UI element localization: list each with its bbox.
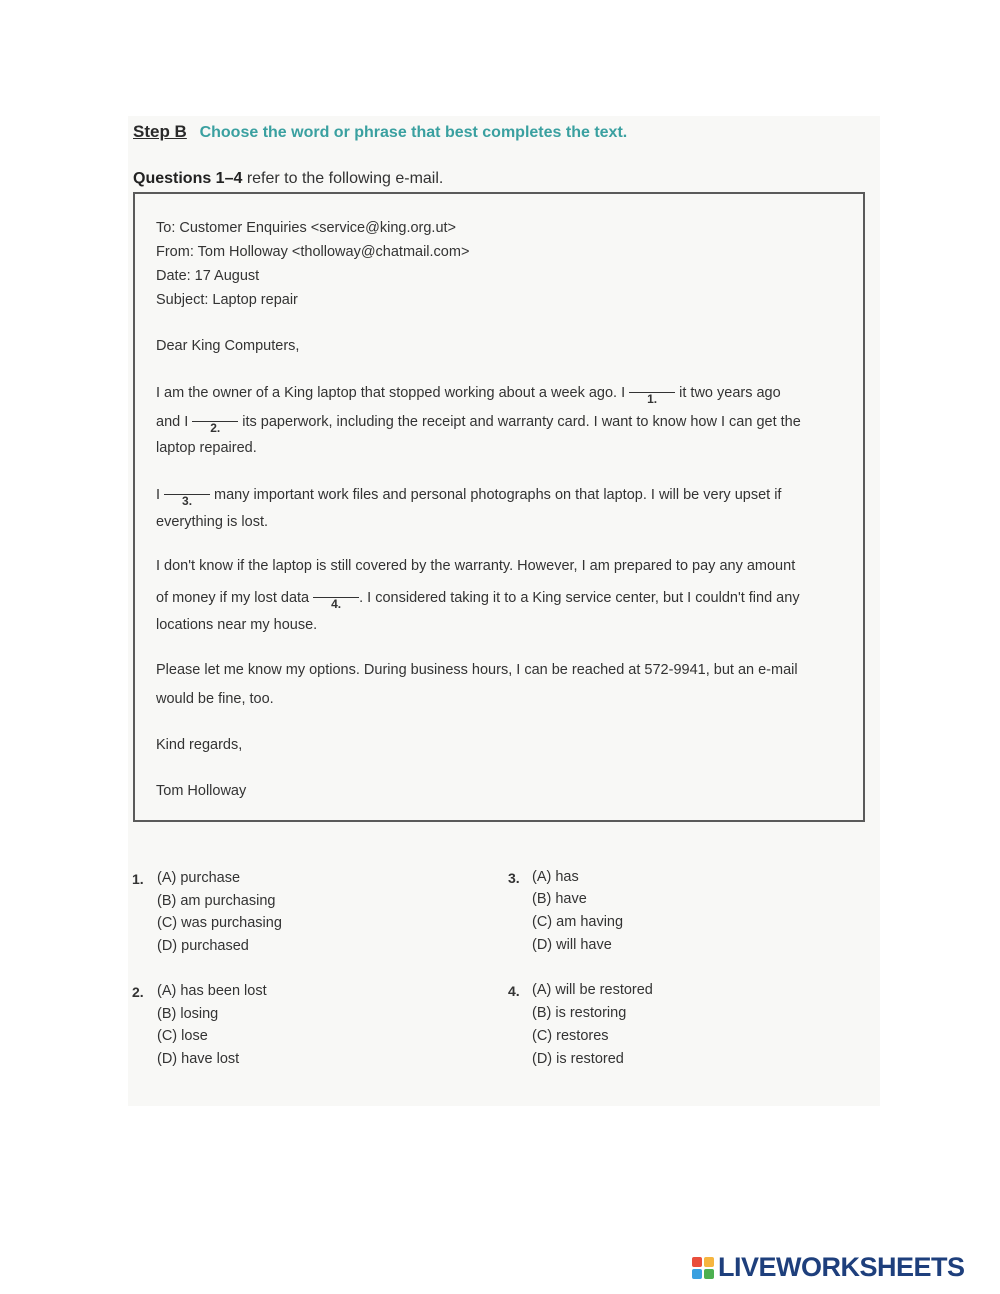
- text-segment: I am the owner of a King laptop that stopped working about a week ago. I: [156, 385, 626, 401]
- question-4-option-d[interactable]: (D) is restored: [532, 1051, 624, 1067]
- question-2-option-b[interactable]: (B) losing: [157, 1006, 219, 1022]
- question-2-number: 2.: [132, 984, 144, 1000]
- blank-number: 3.: [182, 494, 193, 508]
- question-1-option-a[interactable]: (A) purchase: [157, 870, 241, 886]
- question-4-number: 4.: [508, 983, 520, 999]
- question-4-option-b[interactable]: (B) is restoring: [532, 1005, 627, 1021]
- blank-number: 2.: [210, 421, 221, 435]
- email-paragraph-3-line-1: I don't know if the laptop is still covered by the warranty. However, I am prepared to pay any amount: [156, 558, 796, 574]
- question-3-option-c[interactable]: (C) am having: [532, 914, 624, 930]
- text-segment: it two years ago: [679, 385, 781, 401]
- text-segment: its paperwork, including the receipt and warranty card. I want to know how I can get the: [242, 414, 801, 430]
- step-heading: [133, 122, 627, 142]
- email-paragraph-1-line-1: [156, 382, 781, 406]
- logo-square-icon: [692, 1269, 702, 1279]
- step-instruction: Choose the word or phrase that best completes the text.: [199, 124, 628, 141]
- question-3-option-b[interactable]: (B) have: [532, 891, 587, 907]
- blank-2[interactable]: [192, 411, 238, 435]
- text-segment: of money if my lost data: [156, 590, 310, 606]
- email-closing: Kind regards,: [156, 737, 243, 753]
- text-segment: and I: [156, 414, 189, 430]
- step-label: Step B: [133, 122, 187, 141]
- email-signature: Tom Holloway: [156, 783, 247, 799]
- email-greeting: Dear King Computers,: [156, 338, 300, 354]
- question-1-number: 1.: [132, 871, 144, 887]
- email-box: [133, 192, 865, 822]
- logo-square-icon: [692, 1257, 702, 1267]
- email-to: To: Customer Enquiries <service@king.org.ut>: [156, 220, 457, 236]
- email-paragraph-4-line-2: would be fine, too.: [156, 691, 274, 707]
- questions-range: Questions 1–4: [133, 170, 243, 187]
- question-4-option-c[interactable]: (C) restores: [532, 1028, 609, 1044]
- question-1-option-c[interactable]: (C) was purchasing: [157, 915, 282, 931]
- liveworksheets-logo: [692, 1252, 965, 1283]
- email-paragraph-4-line-1: Please let me know my options. During business hours, I can be reached at 572-9941, but an e-mail: [156, 662, 798, 678]
- question-2-option-a[interactable]: (A) has been lost: [157, 983, 267, 999]
- logo-square-icon: [704, 1257, 714, 1267]
- email-subject: Subject: Laptop repair: [156, 292, 298, 308]
- question-1-option-d[interactable]: (D) purchased: [157, 938, 249, 954]
- logo-text: LIVEWORKSHEETS: [718, 1252, 965, 1282]
- text-segment: I: [156, 487, 161, 503]
- email-paragraph-2-line-1: [156, 484, 782, 508]
- questions-reference: [133, 170, 443, 188]
- email-paragraph-3-line-3: locations near my house.: [156, 617, 318, 633]
- blank-number: 4.: [331, 597, 342, 611]
- question-3-number: 3.: [508, 870, 520, 886]
- question-2-option-c[interactable]: (C) lose: [157, 1028, 208, 1044]
- email-date: Date: 17 August: [156, 268, 260, 284]
- email-paragraph-1-line-3: laptop repaired.: [156, 440, 257, 456]
- questions-note: refer to the following e-mail.: [246, 170, 444, 187]
- logo-square-icon: [704, 1269, 714, 1279]
- blank-1[interactable]: [629, 382, 675, 406]
- blank-3[interactable]: [164, 484, 210, 508]
- logo-grid-icon: [692, 1257, 714, 1279]
- question-3-option-d[interactable]: (D) will have: [532, 937, 612, 953]
- email-paragraph-2-line-2: everything is lost.: [156, 514, 269, 530]
- blank-number: 1.: [647, 392, 658, 406]
- question-4-option-a[interactable]: (A) will be restored: [532, 982, 653, 998]
- text-segment: many important work files and personal photographs on that laptop. I will be very upset if: [214, 487, 782, 503]
- email-from: From: Tom Holloway <tholloway@chatmail.com>: [156, 244, 470, 260]
- email-paragraph-1-line-2: [156, 411, 801, 435]
- blank-4[interactable]: [313, 587, 359, 611]
- question-1-option-b[interactable]: (B) am purchasing: [157, 893, 276, 909]
- question-3-option-a[interactable]: (A) has: [532, 869, 579, 885]
- email-paragraph-3-line-2: [156, 587, 800, 611]
- text-segment: . I considered taking it to a King service center, but I couldn't find any: [359, 590, 800, 606]
- question-2-option-d[interactable]: (D) have lost: [157, 1051, 240, 1067]
